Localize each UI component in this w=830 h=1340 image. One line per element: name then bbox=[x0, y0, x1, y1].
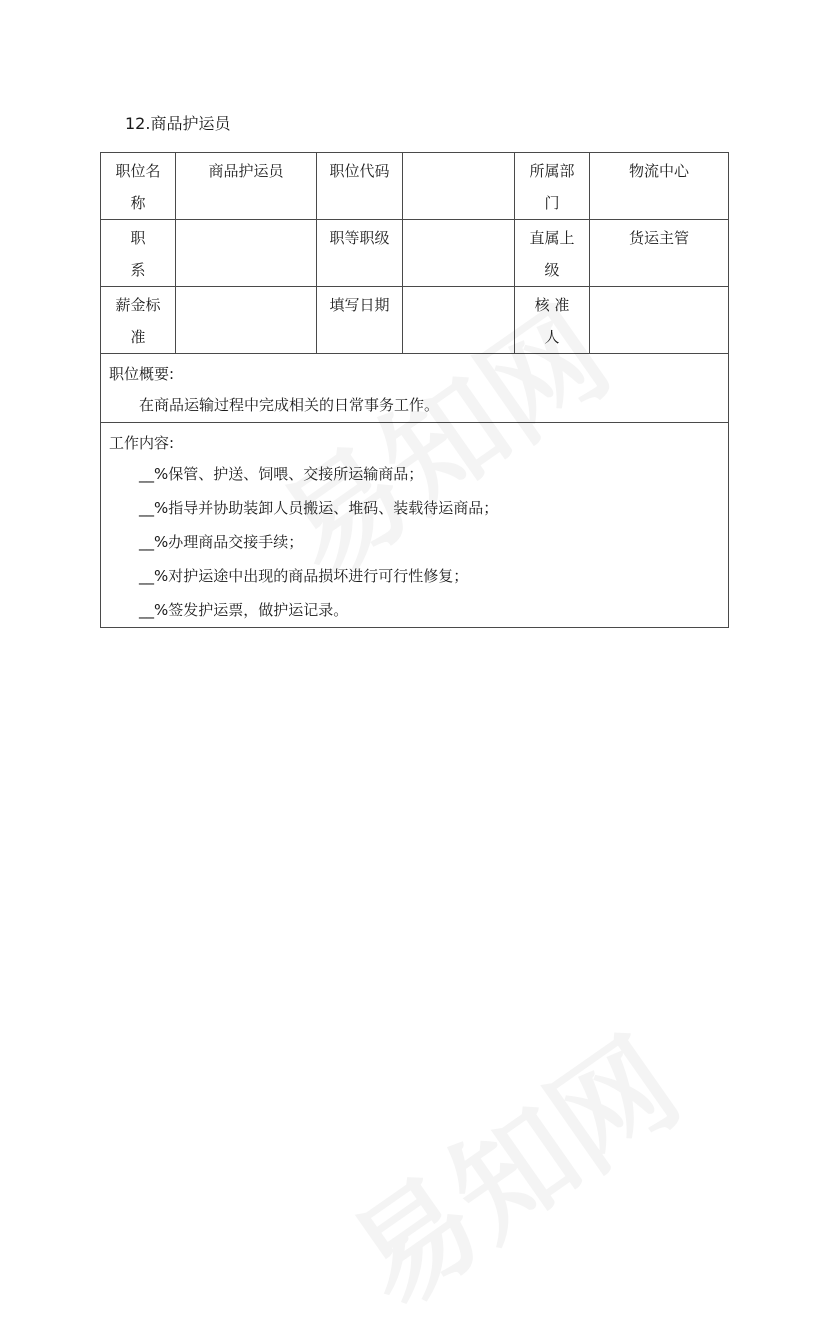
table-cell-value bbox=[403, 153, 515, 220]
duty-item: __%指导并协助装卸人员搬运、堆码、装载待运商品； bbox=[139, 499, 499, 517]
section-heading: 12.商品护运员 bbox=[125, 114, 231, 133]
table-cell-label: 职 系 bbox=[101, 220, 176, 287]
table-cell-label: 所属部门 bbox=[515, 153, 590, 220]
job-duties-section bbox=[101, 423, 729, 628]
table-cell-label: 直属上级 bbox=[515, 220, 590, 287]
table-cell-value: 货运主管 bbox=[590, 220, 729, 287]
table-cell-label: 填写日期 bbox=[317, 287, 403, 354]
job-summary-section bbox=[101, 354, 729, 423]
summary-row bbox=[101, 354, 729, 423]
table-cell-label: 薪金标准 bbox=[101, 287, 176, 354]
duty-item: __%对护运途中出现的商品损坏进行可行性修复； bbox=[139, 567, 469, 585]
job-summary-text: 在商品运输过程中完成相关的日常事务工作。 bbox=[139, 396, 440, 414]
watermark bbox=[313, 992, 707, 1339]
table-cell-label: 职位代码 bbox=[317, 153, 403, 220]
table-cell-value bbox=[176, 220, 317, 287]
job-duties-title: 工作内容: bbox=[109, 434, 175, 452]
duty-item: __%办理商品交接手续； bbox=[139, 533, 304, 551]
table-cell-value bbox=[176, 287, 317, 354]
table-cell-label: 职等职级 bbox=[317, 220, 403, 287]
table-cell-label: 职位名称 bbox=[101, 153, 176, 220]
job-description-table bbox=[100, 152, 729, 628]
table-cell-value bbox=[403, 220, 515, 287]
table-cell-value: 商品护运员 bbox=[176, 153, 317, 220]
duty-item: __%签发护运票，做护运记录。 bbox=[139, 601, 349, 619]
table-cell-value: 物流中心 bbox=[590, 153, 729, 220]
table-cell-value bbox=[590, 287, 729, 354]
duty-item: __%保管、护送、饲喂、交接所运输商品； bbox=[139, 465, 424, 483]
table-row bbox=[101, 287, 729, 354]
table-cell-value bbox=[403, 287, 515, 354]
duties-row bbox=[101, 423, 729, 628]
job-summary-title: 职位概要: bbox=[109, 365, 175, 383]
table-cell-label: 核 准 人 bbox=[515, 287, 590, 354]
table-row bbox=[101, 220, 729, 287]
table-row bbox=[101, 153, 729, 220]
